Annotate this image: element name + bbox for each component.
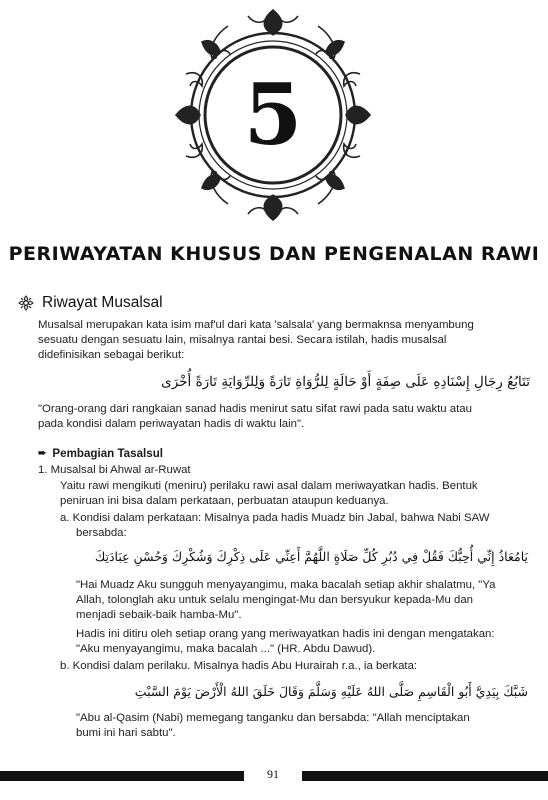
text-line: Yaitu rawi mengikuti (meniru) perilaku rawi asal dalam meriwayatkan hadis. Bentuk (60, 480, 478, 492)
arrow-bullet-icon: ➨ (38, 448, 47, 459)
chapter-number: 5 (243, 65, 303, 164)
item-1-label: 1. Musalsal bi Ahwal ar-Ruwat (38, 464, 191, 476)
text-line: "Aku menyayangimu, maka bacalah ..." (HR. Abdu Dawud). (76, 643, 376, 655)
text-line: bersabda: (76, 527, 127, 539)
chapter-title: PERIWAYATAN KHUSUS DAN PENGENALAN RAWI (8, 243, 540, 265)
text-line: "Orang-orang dari rangkaian sanad hadis menirut satu sifat rawi pada satu waktu atau (38, 403, 472, 415)
text-line: "Abu al-Qasim (Nabi) memegang tanganku dan bersabda: "Allah menciptakan (76, 712, 470, 724)
text-line: a. Kondisi dalam perkataan: Misalnya pada hadis Muadz bin Jabal, bahwa Nabi SAW (60, 512, 490, 524)
flower-bullet-icon (18, 295, 34, 311)
footer-bar-left (0, 771, 244, 781)
page-number: 91 (267, 767, 279, 781)
text-line: sesuatu dengan sesuatu lain, misalnya rantai besi. Secara istilah, hadis musalsal (38, 334, 447, 346)
item-b-arabic: شَبَّكَ بِيَدِيَّ أَبُو الْقَاسِمِ صَلَّى اللهُ عَلَيْهِ وَسَلَّمَ وَقَالَ خَلَقَ اللهُ الْأَرْضَ يَوْمَ السَّبْتِ (134, 684, 528, 699)
section-title: Riwayat Musalsal (42, 294, 163, 311)
intro-paragraph (38, 318, 530, 363)
item-b-label: b. Kondisi dalam perilaku. Misalnya hadis Abu Hurairah r.a., ia berkata: (60, 660, 418, 672)
ornamental-frame-icon (168, 4, 378, 226)
definition-translation (38, 402, 530, 432)
text-line: didefinisikan sebagai berikut: (38, 349, 185, 361)
text-line: "Hai Muadz Aku sungguh menyayangimu, maka bacalah setiap akhir shalatmu, "Ya (76, 579, 496, 591)
footer-bar-right (302, 771, 548, 781)
item-a-arabic: يَامُعَاذُ إِنِّي أُحِبُّكَ فَقُلْ فِي دُبُرِ كُلِّ صَلَاةٍ اللَّهُمَّ أَعِنِّي عَلَى ذِكْرِكَ وَشُكْرِكَ وَحُسْنِ عِبَادَتِكَ (94, 549, 528, 564)
text-line: peniruan ini bisa dalam perkataan, perbuatan ataupun keduanya. (60, 495, 389, 507)
subsection-title: Pembagian Tasalsul (52, 447, 164, 460)
text-line: Hadis ini ditiru oleh setiap orang yang meriwayatkan hadis ini dengan mengatakan: (76, 628, 495, 640)
item-1-description (60, 479, 530, 509)
item-a-note (76, 627, 530, 657)
text-line: Musalsal merupakan kata isim maf'ul dari kata 'salsala' yang bermaknsa menyambung (38, 319, 474, 331)
text-line: Allah, tolonglah aku untuk selalu mengingat-Mu dan bersyukur kepada-Mu dan (76, 594, 474, 606)
text-line: pada kondisi dalam periwayatan hadis di waktu lain". (38, 418, 305, 430)
item-a-translation (76, 578, 530, 623)
text-line: bumi ini hari sabtu". (76, 727, 176, 739)
subsection-heading (38, 447, 163, 460)
item-b-translation (76, 711, 530, 741)
definition-arabic: تَتَابُعُ رِجَالِ إِسْنَادِهِ عَلَى صِفَةٍ أَوْ حَالَةٍ لِلرُّوَاةِ تَارَةً وَلِلرِّوَايَةِ تَارَةً أُخْرَى (161, 374, 530, 390)
section-heading (18, 294, 163, 312)
text-line: menjadi sebaik-baik hamba-Mu". (76, 609, 242, 621)
item-a-label (60, 511, 530, 541)
